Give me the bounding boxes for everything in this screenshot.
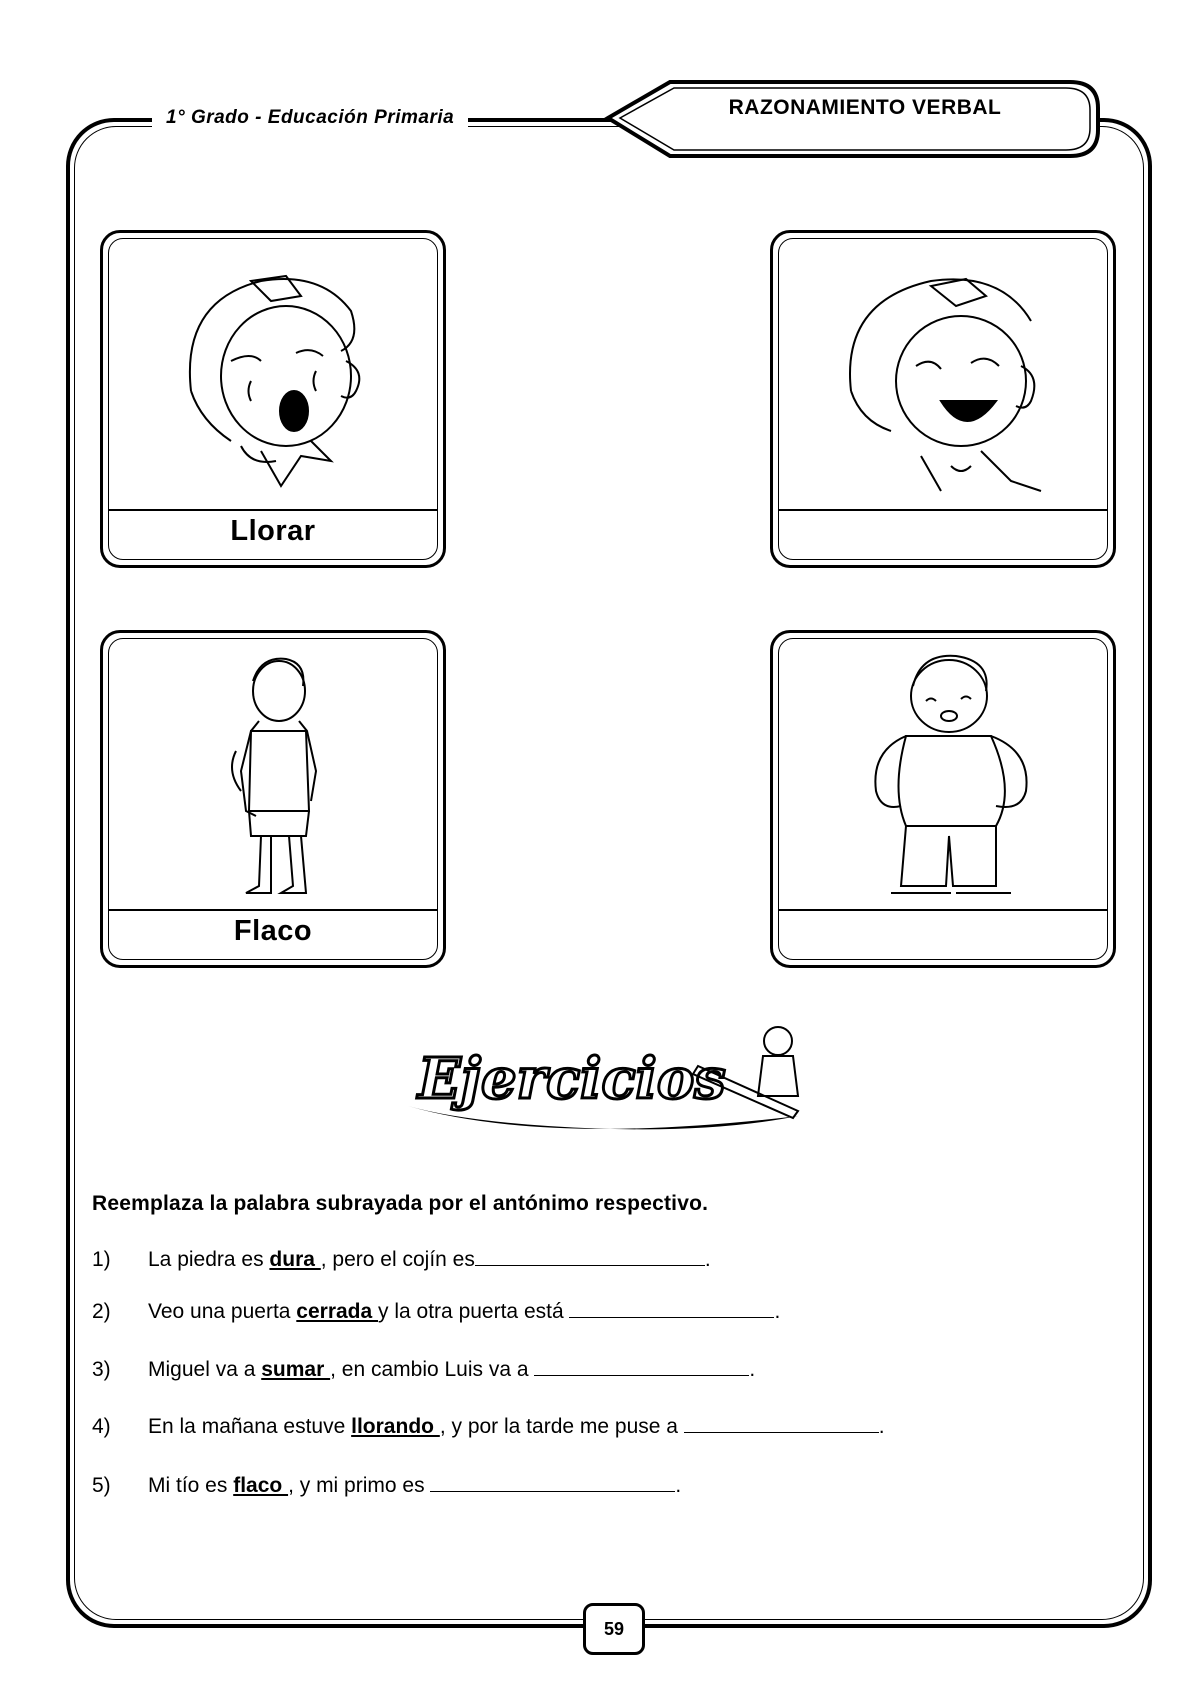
underlined-word: dura: [269, 1248, 321, 1271]
answer-blank[interactable]: [534, 1355, 749, 1376]
exercise-text: , en cambio Luis va a: [330, 1358, 535, 1381]
exercise-number: 4): [92, 1415, 111, 1438]
underlined-word: flaco: [233, 1474, 289, 1497]
exercise-text: .: [675, 1474, 682, 1497]
picture-card-fat: [770, 630, 1116, 968]
underlined-word: cerrada: [296, 1300, 379, 1323]
picture-card-laughing: [770, 230, 1116, 568]
instruction-text: Reemplaza la palabra subrayada por el antónimo respectivo.: [92, 1192, 709, 1215]
underlined-word: llorando: [351, 1415, 440, 1438]
exercise-number: 3): [92, 1358, 111, 1381]
exercise-text: y la otra puerta está: [378, 1300, 570, 1323]
exercise-text: .: [878, 1415, 885, 1438]
thin-boy-illustration: [111, 641, 441, 903]
card-label: Llorar: [230, 515, 316, 547]
subject-title: RAZONAMIENTO VERBAL: [728, 96, 1002, 119]
exercise-number: 2): [92, 1300, 111, 1323]
card-divider: [779, 909, 1107, 911]
answer-blank[interactable]: [569, 1297, 774, 1318]
exercise-text: En la mañana estuve: [148, 1415, 352, 1438]
fat-boy-illustration: [781, 641, 1111, 903]
exercise-item: [92, 1355, 755, 1382]
card-divider: [109, 909, 437, 911]
exercise-text: , y por la tarde me puse a: [439, 1415, 684, 1438]
exercise-text: .: [704, 1248, 711, 1271]
laughing-boy-illustration: [781, 241, 1111, 503]
exercise-text: La piedra es: [148, 1248, 270, 1271]
exercise-number: 1): [92, 1248, 111, 1271]
exercise-item: [92, 1471, 681, 1498]
answer-blank[interactable]: [684, 1412, 879, 1433]
card-divider: [109, 509, 437, 511]
crying-boy-illustration: [111, 241, 441, 503]
exercises-title-decoration: [398, 1016, 818, 1134]
exercise-item: [92, 1412, 885, 1439]
card-label: Flaco: [233, 915, 313, 947]
exercise-item: [92, 1245, 711, 1272]
exercises-title: Ejercicios: [418, 1046, 726, 1112]
exercise-text: .: [749, 1358, 756, 1381]
exercise-text: .: [774, 1300, 781, 1323]
picture-card-thin: [100, 630, 446, 968]
exercise-text: Veo una puerta: [148, 1300, 297, 1323]
exercises-title-graphic: [398, 1016, 818, 1134]
grade-label: 1° Grado - Educación Primaria: [152, 104, 468, 132]
exercise-text: , pero el cojín es: [320, 1248, 475, 1271]
exercise-number: 5): [92, 1474, 111, 1497]
exercise-text: Mi tío es: [148, 1474, 234, 1497]
answer-blank[interactable]: [475, 1245, 705, 1266]
exercise-text: , y mi primo es: [288, 1474, 431, 1497]
exercise-text: Miguel va a: [148, 1358, 262, 1381]
underlined-word: sumar: [261, 1358, 331, 1381]
card-divider: [779, 509, 1107, 511]
picture-card-crying: [100, 230, 446, 568]
page-number: 59: [583, 1603, 645, 1655]
exercise-item: [92, 1297, 780, 1324]
answer-blank[interactable]: [430, 1471, 675, 1492]
